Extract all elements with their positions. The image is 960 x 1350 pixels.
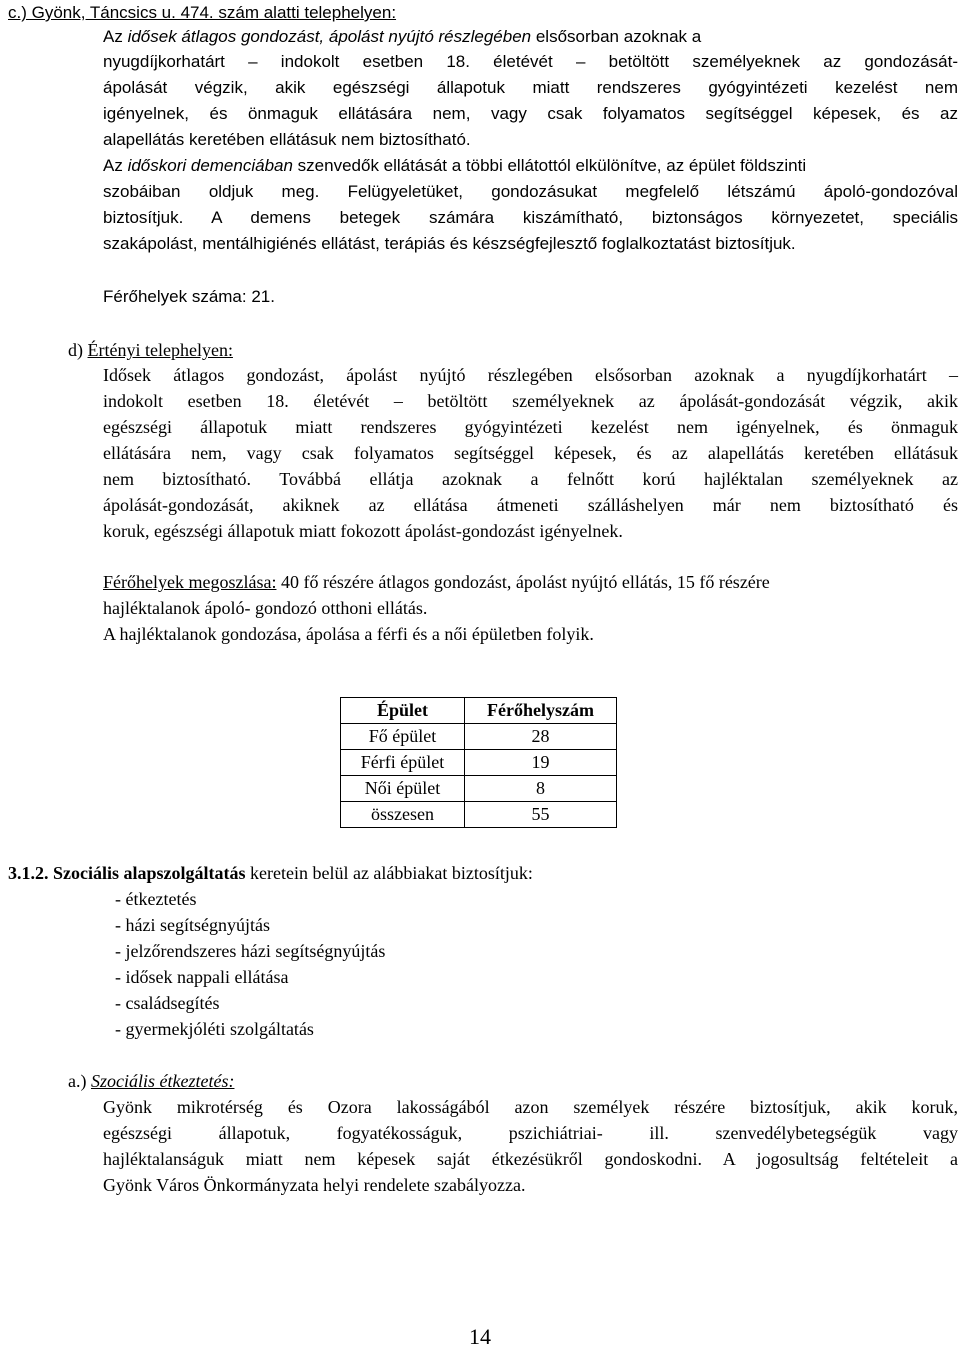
page-number: 14 <box>469 1324 491 1349</box>
list-item: - idősek nappali ellátása <box>115 967 289 987</box>
section-d-line5: nem biztosítható. Továbbá ellátja azoknak a felnőtt korú hajléktalan személyeknek az <box>103 469 958 489</box>
section-a-line4: Gyönk Város Önkormányzata helyi rendelete szabályozza. <box>103 1175 526 1195</box>
section-c-para1-line3: ápolását végzik, akik egészségi állapotuk miatt rendszeres gyógyintézeti kezelést nem <box>103 78 958 97</box>
list-item: - házi segítségnyújtás <box>115 915 270 935</box>
section-a-line3: hajléktalanságuk miatt nem képesek saját étkezésükről gondoskodni. A jogosultság feltételeit a <box>103 1149 958 1169</box>
section-c-para2-line4: szakápolást, mentálhigiénés ellátást, terápiás és készségfejlesztő foglalkoztatást biztosítjuk. <box>103 234 796 253</box>
table-row <box>341 724 617 750</box>
table-cell-building: összesen <box>341 802 465 828</box>
section-c-para1-line5: alapellátás keretében ellátásuk nem biztosítható. <box>103 130 471 149</box>
section-d-distribution-line1: Férőhelyek megoszlása: 40 fő részére átlagos gondozást, ápolást nyújtó ellátás, 15 fő részére <box>103 572 770 592</box>
section-d-line3: egészségi állapotuk miatt rendszeres gyógyintézeti kezelést nem igényelnek, és önmaguk <box>103 417 958 437</box>
table-row <box>341 802 617 828</box>
section-d-distribution-line2: hajléktalanok ápoló- gondozó otthoni ellátás. <box>103 598 428 618</box>
list-item: - gyermekjóléti szolgáltatás <box>115 1019 314 1039</box>
section-d-distribution-line3: A hajléktalanok gondozása, ápolása a férfi és a női épületben folyik. <box>103 624 594 644</box>
section-c-para1-line1: Az idősek átlagos gondozást, ápolást nyújtó részlegében elsősorban azoknak a <box>103 27 702 46</box>
table-cell-capacity: 19 <box>465 750 617 776</box>
list-item: - családsegítés <box>115 993 220 1013</box>
table-row <box>341 750 617 776</box>
table-row <box>341 776 617 802</box>
section-c-para2-line3: biztosítjuk. A demens betegek számára kiszámítható, biztonságos környezetet, speciális <box>103 208 958 227</box>
section-c-para2-line1: Az időskori demenciában szenvedők ellátását a többi ellátottól elkülönítve, az épület földszinti <box>103 156 807 175</box>
section-d-heading: d) Értényi telephelyen: <box>68 340 233 360</box>
section-312-heading: 3.1.2. Szociális alapszolgáltatás keretein belül az alábbiakat biztosítjuk: <box>8 863 533 883</box>
table-header-capacity: Férőhelyszám <box>465 698 617 724</box>
section-d-line7: koruk, egészségi állapotuk miatt fokozott ápolást-gondozást igényelnek. <box>103 521 623 541</box>
section-d-line4: ellátására nem, vagy csak folyamatos segítséggel képesek, és az alapellátás keretében ellátásuk <box>103 443 958 463</box>
section-a-heading: a.) Szociális étkeztetés: <box>68 1071 235 1091</box>
section-c-capacity: Férőhelyek száma: 21. <box>103 287 275 306</box>
section-c-para2-line2: szobáiban oldjuk meg. Felügyeletüket, gondozásukat megfelelő létszámú ápoló-gondozóval <box>103 182 958 201</box>
table-header-row <box>341 698 617 724</box>
section-d-line1: Idősek átlagos gondozást, ápolást nyújtó részlegében elsősorban azoknak a nyugdíjkorhatárt – <box>103 365 958 385</box>
section-c-heading: c.) Gyönk, Táncsics u. 474. szám alatti telephelyen: <box>8 3 397 22</box>
table-cell-building: Fő épület <box>341 724 465 750</box>
section-d-line6: ápolását-gondozását, akiknek az ellátása átmeneti szálláshelyen már nem biztosítható és <box>103 495 958 515</box>
section-a-line1: Gyönk mikrotérség és Ozora lakosságából azon személyek részére biztosítjuk, akik koruk, <box>103 1097 958 1117</box>
capacity-table <box>340 697 617 828</box>
table-cell-capacity: 55 <box>465 802 617 828</box>
list-item: - étkeztetés <box>115 889 197 909</box>
table-header-building: Épület <box>341 698 465 724</box>
table-cell-capacity: 8 <box>465 776 617 802</box>
table-cell-building: Női épület <box>341 776 465 802</box>
list-item: - jelzőrendszeres házi segítségnyújtás <box>115 941 386 961</box>
section-c-para1-line2: nyugdíjkorhatárt – indokolt esetben 18. életévét – betöltött személyeknek az gondozását- <box>103 52 958 71</box>
table-cell-capacity: 28 <box>465 724 617 750</box>
section-c-para1-line4: igényelnek, és önmaguk ellátására nem, vagy csak folyamatos segítséggel képesek, és az <box>103 104 958 123</box>
section-a-line2: egészségi állapotuk, fogyatékosságuk, pszichiátriai- ill. szenvedélybetegségük vagy <box>103 1123 958 1143</box>
table-cell-building: Férfi épület <box>341 750 465 776</box>
section-d-line2: indokolt esetben 18. életévét – betöltött személyeknek az ápolását-gondozását végzik, akik <box>103 391 958 411</box>
